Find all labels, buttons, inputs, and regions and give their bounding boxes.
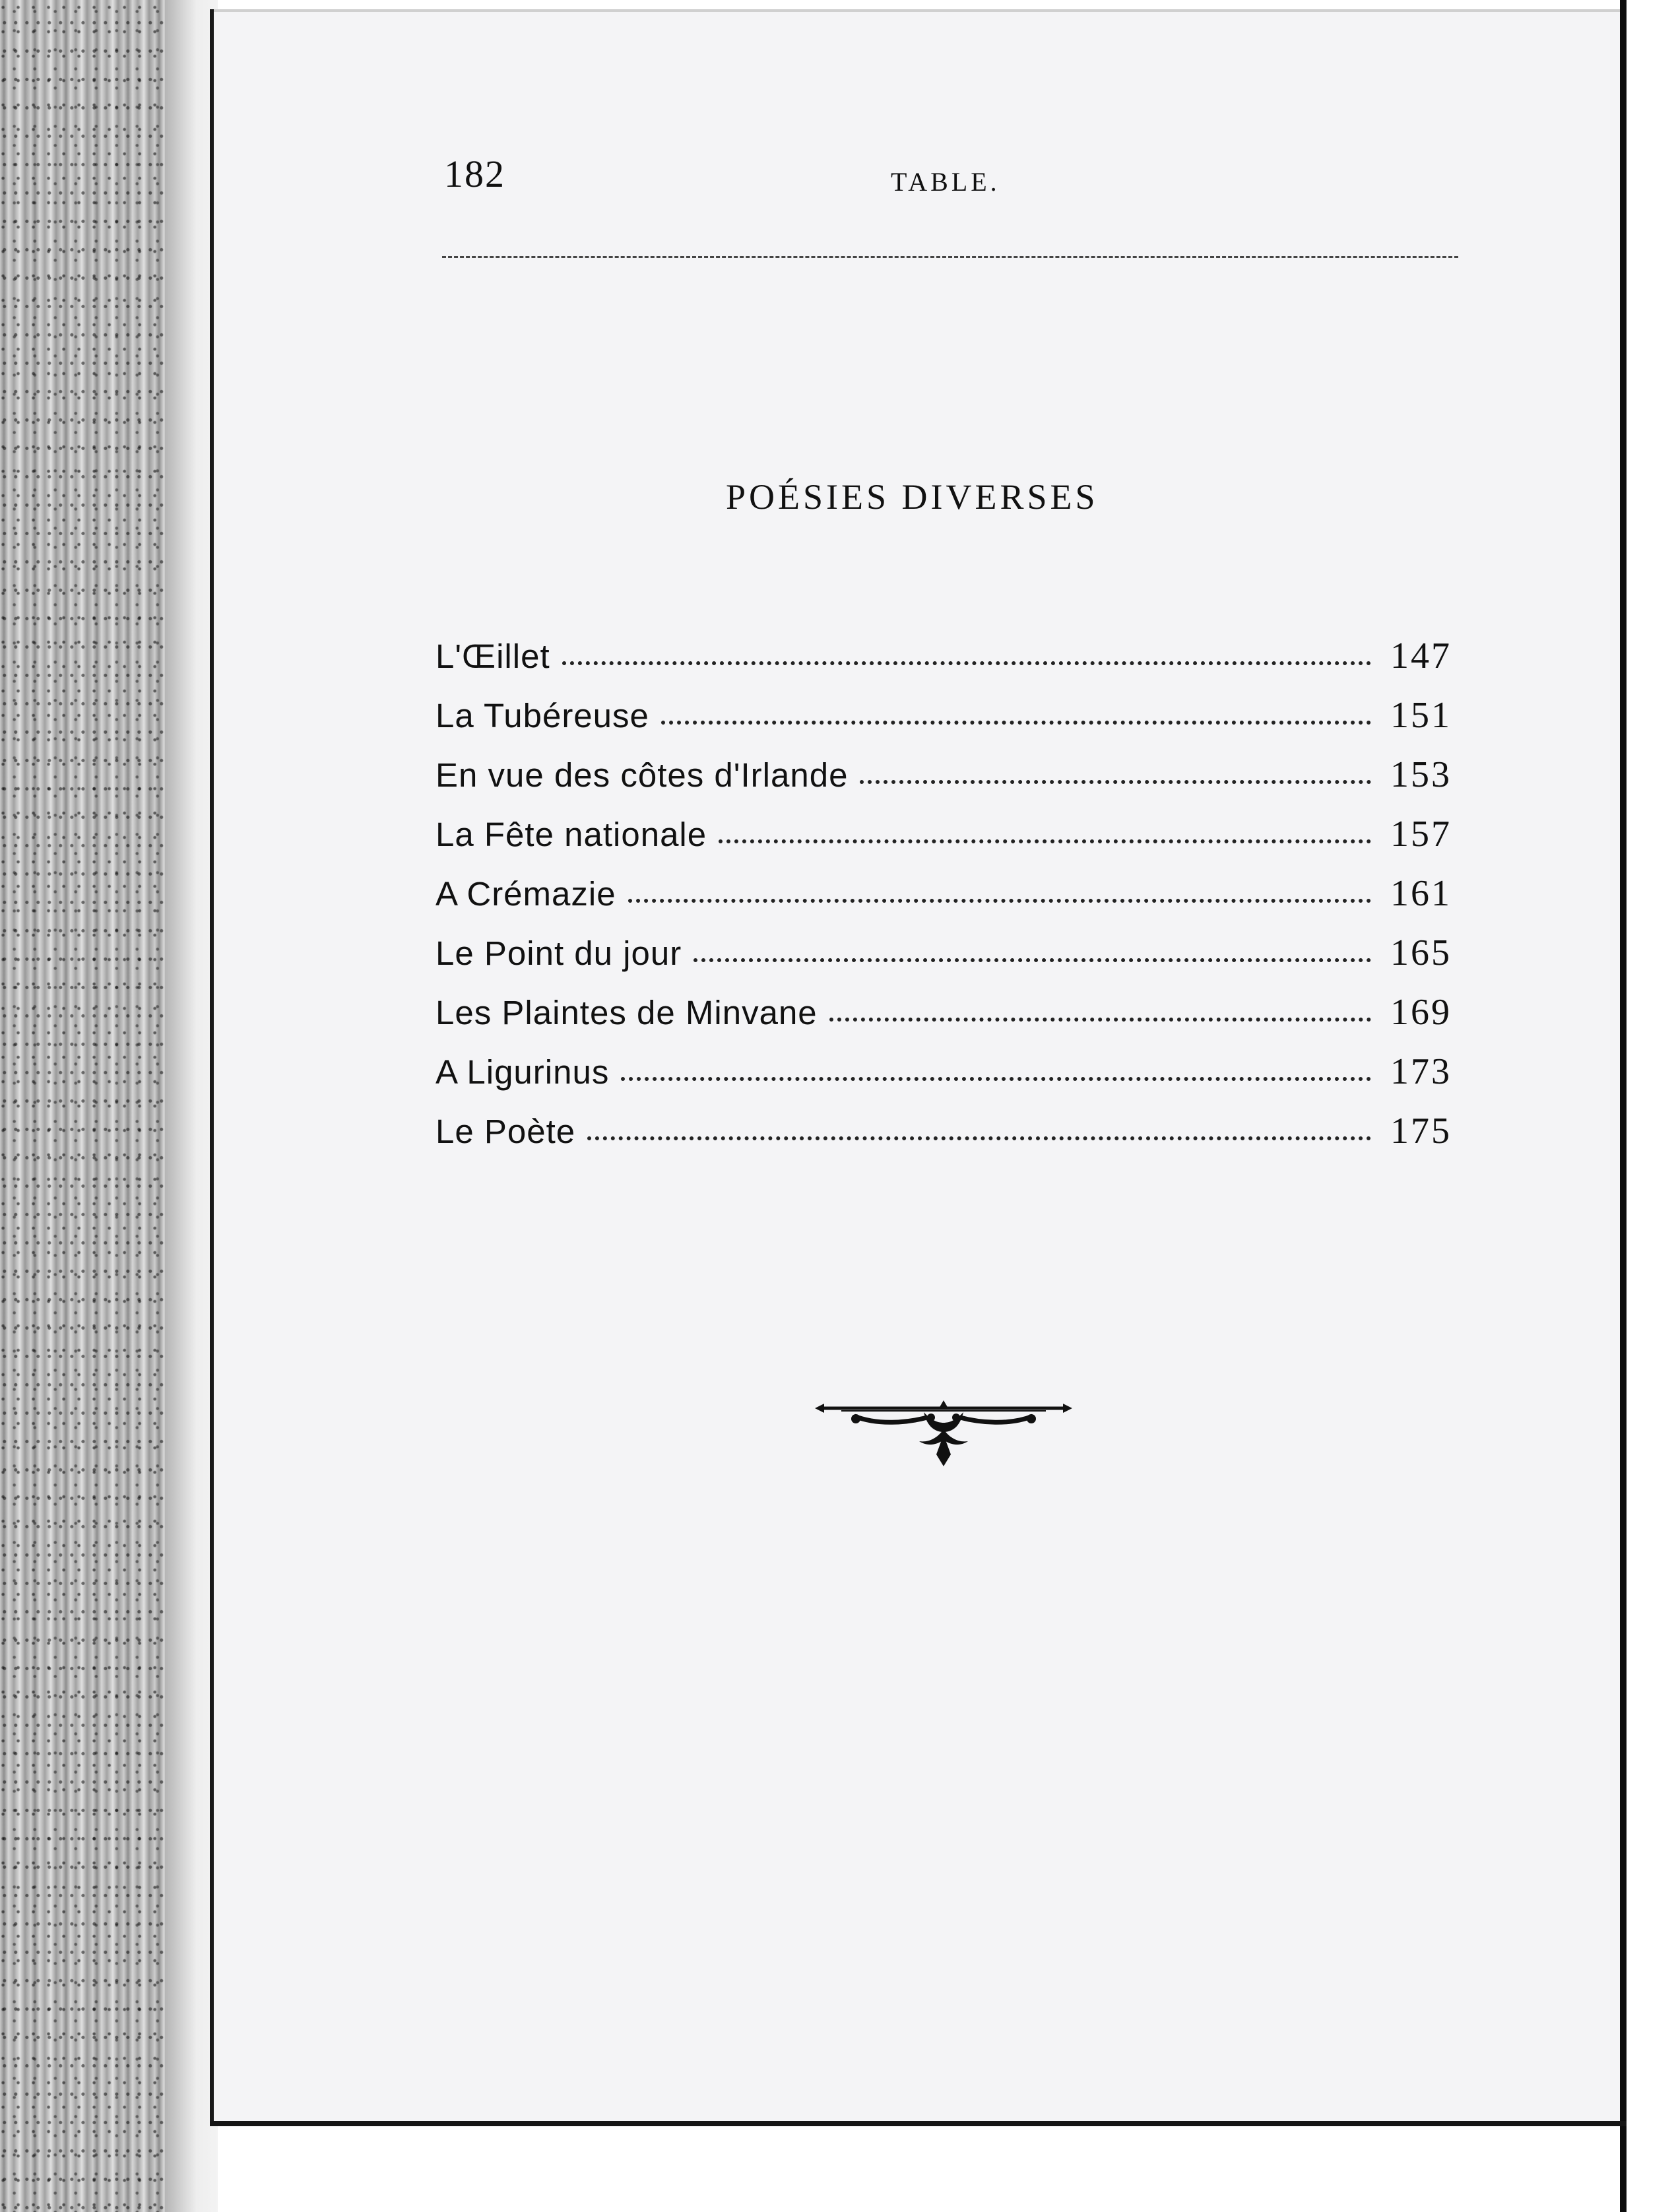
toc-entry [435,932,1452,991]
toc-entry-title: A Crémazie [435,875,616,913]
toc-entry [435,635,1452,694]
toc-entry [435,754,1452,813]
toc-entry-title: La Fête nationale [435,816,707,853]
toc-entry [435,1051,1452,1110]
toc-entry [435,1110,1452,1169]
toc-entry-page: 161 [1390,873,1452,914]
toc-entry-page: 151 [1390,695,1452,736]
dot-leader [587,1136,1371,1140]
toc-entry-page: 165 [1390,932,1452,973]
page-number: 182 [444,152,505,195]
dot-leader [860,780,1371,784]
section-title: POÉSIES DIVERSES [726,477,1099,517]
toc-entry-page: 153 [1390,754,1452,795]
toc-entry-page: 169 [1390,992,1452,1033]
running-title: TABLE. [891,167,1000,197]
toc-entry-page: 157 [1390,814,1452,855]
dot-leader [628,899,1371,903]
dot-leader [829,1018,1371,1022]
toc-entry-title: A Ligurinus [435,1053,610,1091]
dot-leader [719,839,1371,843]
toc-entry-page: 147 [1390,635,1452,676]
toc-entry-title: En vue des côtes d'Irlande [435,756,849,794]
header-rule [442,256,1458,258]
toc-entry-title: Les Plaintes de Minvane [435,994,818,1031]
toc-entry-page: 173 [1390,1051,1452,1092]
bottom-page-border [210,2121,1627,2126]
fleuron-tailpiece-icon [815,1392,1072,1472]
dot-leader [693,958,1371,962]
toc-entry [435,813,1452,872]
dot-leader [621,1077,1371,1081]
dot-leader [661,721,1371,725]
right-margin [1627,0,1676,2212]
toc-entry [435,991,1452,1051]
toc-entry-title: L'Œillet [435,637,550,675]
toc-entry-title: La Tubéreuse [435,697,649,734]
table-of-contents [435,635,1452,1169]
toc-entry [435,694,1452,754]
toc-entry-title: Le Poète [435,1113,576,1150]
toc-entry [435,872,1452,932]
toc-entry-title: Le Point du jour [435,934,682,972]
dot-leader [562,661,1371,665]
toc-entry-page: 175 [1390,1111,1452,1152]
right-page-border [1620,0,1627,2212]
